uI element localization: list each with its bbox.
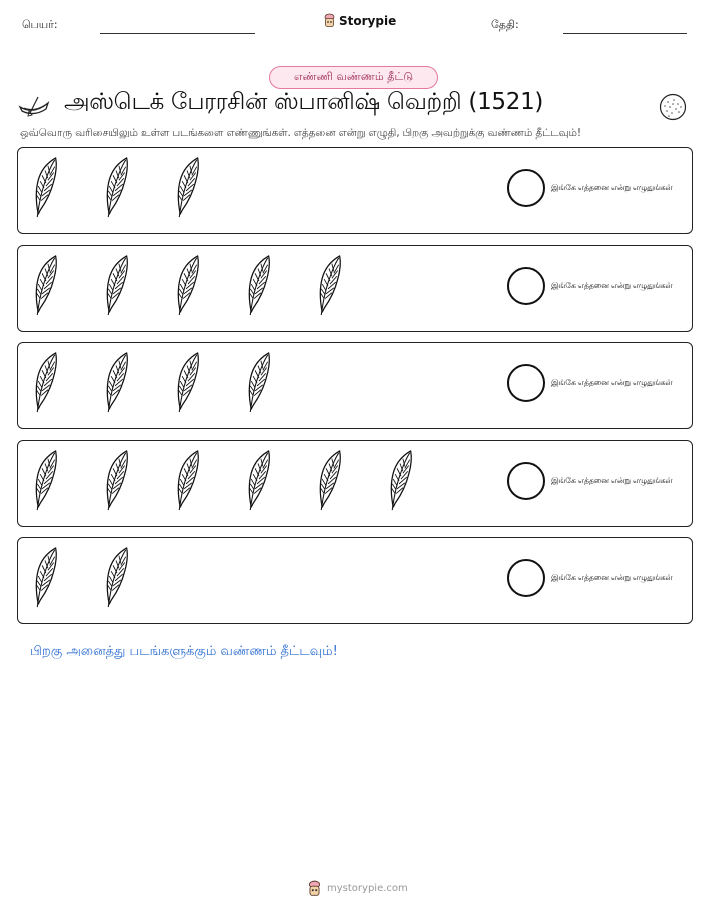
feather-icon[interactable] [28, 449, 62, 511]
counting-row [17, 537, 693, 624]
feather-icon[interactable] [28, 156, 62, 218]
feather-icon[interactable] [28, 546, 62, 608]
answer-circle[interactable] [507, 169, 545, 207]
brand-name: Storypie [339, 13, 397, 28]
feather-icon[interactable] [99, 156, 133, 218]
counting-rows [17, 147, 693, 635]
feather-icon[interactable] [241, 449, 275, 511]
counting-row [17, 245, 693, 332]
answer-circle[interactable] [507, 559, 545, 597]
feather-icon[interactable] [312, 254, 346, 316]
answer-label: இங்கே எத்தனை என்று எழுதுங்கள் [551, 183, 673, 192]
storypie-logo-icon [323, 13, 336, 28]
date-label: தேதி: [491, 18, 519, 31]
footer-instruction: பிறகு அனைத்து படங்களுக்கும் வண்ணம் தீட்டவும்! [30, 644, 338, 659]
answer-circle[interactable] [507, 462, 545, 500]
feather-icon[interactable] [312, 449, 346, 511]
site-url: mystorypie.com [327, 883, 408, 894]
storypie-logo-icon [307, 880, 322, 897]
instructions: ஒவ்வொரு வரிசையிலும் உள்ள படங்களை எண்ணுங்கள். எத்தனை என்று எழுதி, பிறகு அவற்றுக்கு வண்ணம் தீட்டவும்! [20, 127, 581, 139]
counting-row [17, 440, 693, 527]
feather-icon[interactable] [170, 449, 204, 511]
feather-icon[interactable] [99, 449, 133, 511]
feather-group [28, 156, 204, 218]
feather-icon[interactable] [99, 254, 133, 316]
counting-row [17, 147, 693, 234]
answer-circle[interactable] [507, 364, 545, 402]
feather-icon[interactable] [28, 254, 62, 316]
answer-label: இங்கே எத்தனை என்று எழுதுங்கள் [551, 475, 673, 485]
brand [323, 13, 396, 28]
feather-group [28, 254, 346, 316]
feather-icon[interactable] [170, 254, 204, 316]
feather-group [28, 449, 417, 511]
counting-row [17, 342, 693, 429]
feather-icon[interactable] [99, 546, 133, 608]
page-title: அஸ்டெக் பேரரசின் ஸ்பானிஷ் வெற்றி (1521) [64, 89, 544, 115]
feather-icon[interactable] [99, 351, 133, 413]
name-line [100, 33, 255, 34]
feather-icon[interactable] [241, 351, 275, 413]
answer-label: இங்கே எத்தனை என்று எழுதுங்கள் [551, 280, 673, 290]
tortilla-icon [659, 93, 687, 121]
answer-label: இங்கே எத்தனை என்று எழுதுங்கள் [551, 378, 673, 387]
feather-icon[interactable] [170, 156, 204, 218]
name-label: பெயர்: [22, 18, 58, 31]
feather-icon[interactable] [170, 351, 204, 413]
site-footer [307, 880, 408, 897]
feather-group [28, 546, 133, 608]
answer-circle[interactable] [507, 267, 545, 305]
feather-group [28, 351, 275, 413]
answer-label: இங்கே எத்தனை என்று எழுதுங்கள் [551, 573, 673, 582]
canoe-icon [18, 95, 50, 117]
activity-badge: எண்ணி வண்ணம் தீட்டு [269, 66, 438, 89]
date-line [563, 33, 687, 34]
feather-icon[interactable] [28, 351, 62, 413]
feather-icon[interactable] [241, 254, 275, 316]
feather-icon[interactable] [383, 449, 417, 511]
